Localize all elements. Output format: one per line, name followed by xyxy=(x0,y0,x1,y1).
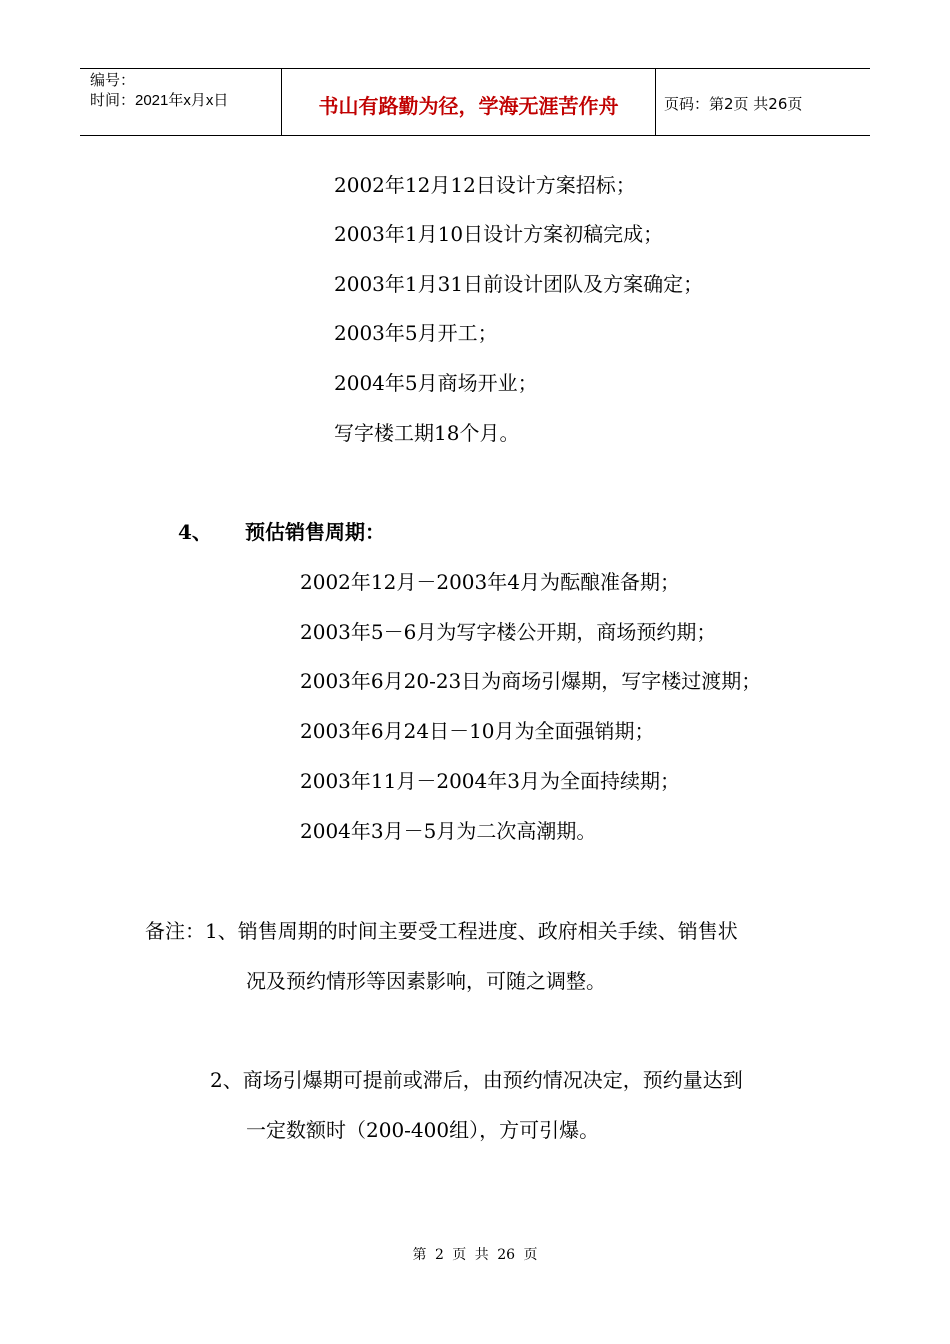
sales-period-item: 2002年12月－2003年4月为酝酿准备期； xyxy=(300,570,680,594)
sales-period-item: 2003年5－6月为写字楼公开期，商场预约期； xyxy=(300,620,717,644)
schedule-item: 2002年12月12日设计方案招标； xyxy=(334,173,636,197)
sales-period-item: 2003年11月－2004年3月为全面持续期； xyxy=(300,769,680,793)
header-number-label: 编号： xyxy=(90,72,136,89)
sales-period-item: 2003年6月24日－10月为全面强销期； xyxy=(300,719,655,743)
header-motto: 书山有路勤为径，学海无涯苦作舟 xyxy=(282,69,656,135)
header-meta xyxy=(80,69,282,135)
note-2-line-1: 2、商场引爆期可提前或滞后，由预约情况决定，预约量达到 xyxy=(210,1068,743,1092)
schedule-item: 2004年5月商场开业； xyxy=(334,371,538,395)
sales-period-item: 2004年3月－5月为二次高潮期。 xyxy=(300,819,597,843)
schedule-item: 2003年5月开工； xyxy=(334,321,498,345)
schedule-item: 2003年1月31日前设计团队及方案确定； xyxy=(334,272,704,296)
note-1-line-2: 况及预约情形等因素影响，可随之调整。 xyxy=(246,969,606,993)
section-number: 4、 xyxy=(178,520,212,544)
sales-period-item: 2003年6月20-23日为商场引爆期，写字楼过渡期； xyxy=(300,669,762,693)
header-page-code: 页码：第2页 共26页 xyxy=(664,94,803,113)
schedule-item: 2003年1月10日设计方案初稿完成； xyxy=(334,222,664,246)
page-header xyxy=(80,68,870,136)
note-2-line-2: 一定数额时（200-400组），方可引爆。 xyxy=(246,1118,600,1142)
header-time-label: 时间：2021年x月x日 xyxy=(90,92,229,109)
note-1-line-1: 备注：1、销售周期的时间主要受工程进度、政府相关手续、销售状 xyxy=(145,919,738,943)
page-footer: 第 2 页 共 26 页 xyxy=(412,1247,538,1263)
schedule-item: 写字楼工期18个月。 xyxy=(334,421,520,445)
section-title: 预估销售周期： xyxy=(245,520,385,544)
